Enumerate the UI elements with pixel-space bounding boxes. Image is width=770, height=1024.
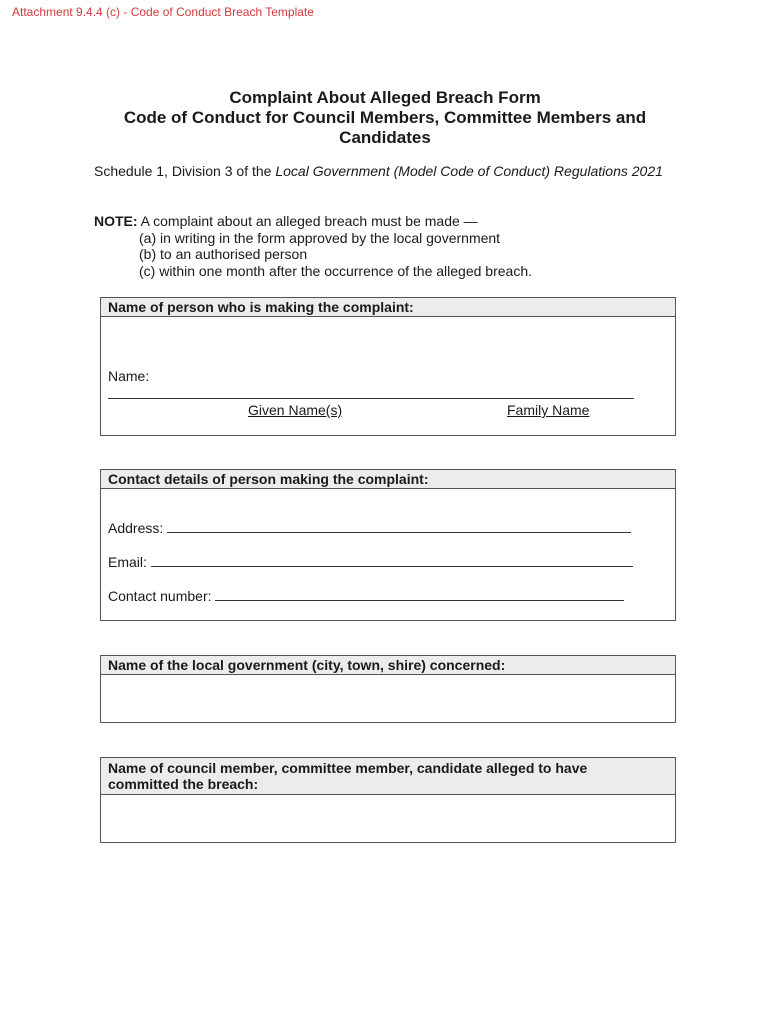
contact-number-label: Contact number:: [108, 588, 212, 604]
note-intro: [94, 213, 694, 230]
title-line-2: Code of Conduct for Council Members, Committee Members and: [123, 108, 647, 127]
complainant-name-section: [100, 297, 676, 436]
accused-member-section: [100, 757, 676, 843]
schedule-reference: [94, 163, 694, 180]
title-line-3: Candidates: [339, 128, 431, 147]
title-line-1: Complaint About Alleged Breach Form: [229, 88, 541, 107]
name-input-line[interactable]: [108, 386, 634, 399]
local-government-section: [100, 655, 676, 723]
address-label: Address:: [108, 520, 164, 536]
form-title: [0, 88, 770, 148]
schedule-prefix: Schedule 1, Division 3 of the: [94, 163, 276, 179]
contact-details-section: [100, 469, 676, 621]
address-input-line[interactable]: [167, 520, 631, 533]
family-name-caption: Family Name: [507, 402, 590, 418]
phone-field: [108, 588, 624, 604]
accused-member-input-area[interactable]: [101, 795, 675, 842]
note-block: [94, 213, 694, 279]
email-field: [108, 554, 633, 570]
contact-number-input-line[interactable]: [215, 588, 624, 601]
section-header: Contact details of person making the complaint:: [101, 470, 675, 489]
note-item-b: (b) to an authorised person: [139, 246, 308, 262]
attachment-label: Attachment 9.4.4 (c) - Code of Conduct Breach Template: [12, 5, 314, 19]
note-text: A complaint about an alleged breach must be made —: [137, 213, 478, 229]
section-header: Name of person who is making the complaint:: [101, 298, 675, 317]
email-input-line[interactable]: [151, 554, 633, 567]
name-label: Name:: [108, 368, 150, 384]
email-label: Email:: [108, 554, 147, 570]
local-government-input-area[interactable]: [101, 675, 675, 722]
note-item-a: (a) in writing in the form approved by the local government: [139, 229, 501, 246]
address-field: [108, 520, 631, 536]
regulation-name: Local Government (Model Code of Conduct) Regulations 2021: [275, 163, 663, 179]
note-label: NOTE:: [94, 213, 138, 229]
section-header: Name of council member, committee member, candidate alleged to have committed the breach:: [101, 758, 675, 795]
section-header: Name of the local government (city, town, shire) concerned:: [101, 656, 675, 675]
note-item-c: (c) within one month after the occurrence of the alleged breach.: [139, 262, 532, 279]
given-name-caption: Given Name(s): [248, 402, 343, 418]
